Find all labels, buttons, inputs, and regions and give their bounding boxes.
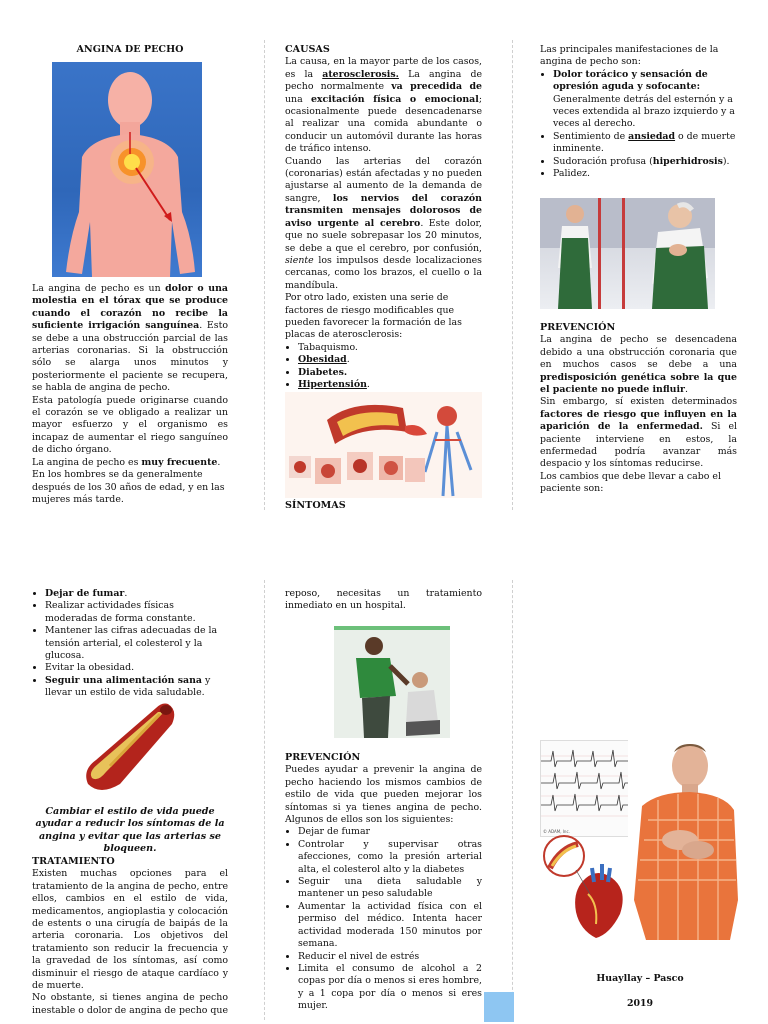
section-title: PREVENCIÓN [285, 752, 361, 763]
section-title: PREVENCIÓN [540, 322, 616, 333]
body-heart-illustration [52, 62, 202, 277]
aterosclerosis-link[interactable]: aterosclerosis. [322, 68, 399, 80]
paragraph: La angina de pecho es muy frecuente. En los hombres se da generalmente después de los 30 años de edad, y en las mujeres más tarde. [32, 456, 225, 505]
ecg-chart-image [540, 740, 632, 837]
panel-angina [32, 44, 228, 56]
panel-tratamiento [32, 856, 228, 1017]
artery-plaque-illustration [285, 392, 482, 498]
paragraph: reposo, necesitas un tratamiento inmediato en un hospital. [285, 588, 482, 612]
list-item: • Seguir una alimentación sana y llevar un estilo de vida saludable. [45, 675, 228, 700]
list-item: • Hipertensión. [298, 379, 482, 391]
footer-place [540, 973, 740, 985]
list-item: • Mantener las cifras adecuadas de la tensión arterial, el colesterol y la glucosa. [45, 625, 228, 662]
intro-paragraph: La angina de pecho es un dolor o una molestia en el tórax que se produce cuando el corazón no recibe la suficiente irrigación sanguínea. Esto se debe a una obstrucción parcial de las arterias coronarias. Si la obstrucción sólo se alarga unos minutos y posteriormente el paciente se recupera, se habla de angina de pecho. [32, 283, 228, 394]
section-title: CAUSAS [285, 44, 330, 55]
list-item: • Sentimiento de ansiedad o de muerte inminente. [553, 131, 737, 156]
column-divider [264, 580, 266, 1020]
list-item: • Limita el consumo de alcohol a 2 copas por día o menos si eres hombre, y a 1 copa por día o menos si eres mujer. [298, 963, 482, 1013]
paragraph: La angina de pecho se desencadena debido a una obstrucción coronaria que en muchos casos se debe a una predisposición genética sobre la que el paciente no puede influir. [540, 334, 737, 396]
list-item: • Sudoración profusa (hiperhidrosis). [553, 156, 737, 168]
section-title: TRATAMIENTO [32, 856, 115, 867]
list-item: • Aumentar la actividad física con el permiso del médico. Intenta hacer actividad moderada 150 minutos por semana. [298, 901, 482, 951]
panel-cambios [32, 588, 228, 700]
paragraph: Sin embargo, sí existen determinados factores de riesgo que influyen en la aparición de la enfermedad. Si el paciente interviene en estos, la enfermedad podría avanzar más despacio y los síntomas reducirse. [540, 396, 737, 470]
location-text: Huayllay – Pasco [596, 973, 684, 984]
first-aid-photo [334, 626, 450, 738]
paragraph: Existen muchas opciones para el tratamiento de la angina de pecho, entre ellos, cambios en el estilo de vida, medicamentos, angioplastia y colocación de estents o una cirugía de baipás de la arteria coronaria. Los objetivos del tratamiento son reducir la frecuencia y la gravedad de los síntomas, así como disminuir el riesgo de ataque cardíaco y de muerte. [32, 868, 228, 992]
heart-anatomy-illustration [540, 834, 632, 940]
panel-title: ANGINA DE PECHO [76, 44, 184, 55]
list-item: • Dejar de fumar. [45, 588, 228, 600]
panel-prevencion-2 [285, 752, 482, 1013]
panel-sintomas [540, 44, 737, 180]
prevention-list [285, 826, 482, 1012]
section-title: SÍNTOMAS [285, 500, 346, 511]
man-chest-pain-photo [628, 740, 740, 940]
paragraph: Por otro lado, existen una serie de factores de riesgo modificables que pueden favorecer la formación de las placas de aterosclerosis: [285, 292, 462, 341]
list-item: • Obesidad. [298, 354, 482, 366]
list-item: • Evitar la obesidad. [45, 662, 228, 674]
list-item: • Diabetes. [298, 367, 482, 379]
panel-continuacion [285, 588, 482, 613]
clogged-artery-illustration [80, 700, 180, 795]
chest-pain-photo [540, 198, 715, 309]
image-caption: Cambiar el estilo de vida puede ayudar a reducir los síntomas de la angina y evitar que las arterias se bloqueen. [35, 806, 225, 855]
list-item: • Controlar y supervisar otras afecciones, como la presión arterial alta, el colesterol alto y la diabetes [298, 839, 482, 876]
paragraph: Las principales manifestaciones de la angina de pecho son: [540, 44, 719, 68]
column-divider [512, 40, 514, 510]
ecg-credit: © ADAM, Inc. [543, 829, 570, 834]
list-item: • Reducir el nivel de estrés [298, 951, 482, 963]
sintomas-heading [285, 500, 482, 512]
list-item: • Dolor torácico y sensación de opresión aguda y sofocante: Generalmente detrás del esternón y a veces extendida al brazo izquierdo y a veces al derecho. [553, 69, 737, 131]
paragraph: Puedes ayudar a prevenir la angina de pecho haciendo los mismos cambios de estilo de vida que pueden mejorar los síntomas si ya tienes angina de pecho. Algunos de ellos son los siguientes: [285, 764, 482, 826]
column-divider [264, 40, 266, 510]
paragraph: Los cambios que debe llevar a cabo el paciente son: [540, 470, 721, 495]
panel-angina-text [32, 283, 228, 506]
symptom-list [540, 69, 737, 181]
list-item: • Dejar de fumar [298, 826, 482, 838]
paragraph: Cuando las arterias del corazón (coronarias) están afectadas y no pueden ajustarse al aumento de la demanda de sangre, los nervios del corazón transmiten mensajes dolorosos de aviso urgente al cerebro. Este dolor, que no suele sobrepasar los 20 minutos, se debe a que el cerebro, por confusión, siente los impulsos desde localizaciones cercanas, como los brazos, el cuello o la mandíbula. [285, 155, 482, 291]
decorative-blue-block [484, 992, 514, 1022]
paragraph: La causa, en la mayor parte de los casos, es la aterosclerosis. La angina de pecho normalmente va precedida de una excitación física o emocional; ocasionalmente puede desencadenarse al realizar una comida abundante o conducir un automóvil durante las horas de tráfico intenso. [285, 56, 483, 155]
caption-block [32, 806, 228, 856]
column-divider [512, 580, 514, 1020]
list-item: • Palidez. [553, 168, 737, 180]
paragraph: No obstante, si tienes angina de pecho inestable o dolor de angina de pecho que [32, 992, 228, 1016]
panel-prevencion-1 [540, 322, 737, 496]
panel-causas [285, 44, 482, 404]
lifestyle-list [32, 588, 228, 700]
list-item: • Realizar actividades físicas moderadas de forma constante. [45, 600, 228, 625]
list-item: • Tabaquismo. [298, 342, 482, 354]
year-text: 2019 [626, 998, 654, 1009]
list-item: • Seguir una dieta saludable y mantener un peso saludable [298, 876, 482, 901]
footer-year [540, 998, 740, 1010]
paragraph: Esta patología puede originarse cuando el corazón se ve obligado a realizar un mayor esfuerzo y el organismo es incapaz de aumentar el riego sanguíneo de dicho órgano. [32, 394, 228, 456]
